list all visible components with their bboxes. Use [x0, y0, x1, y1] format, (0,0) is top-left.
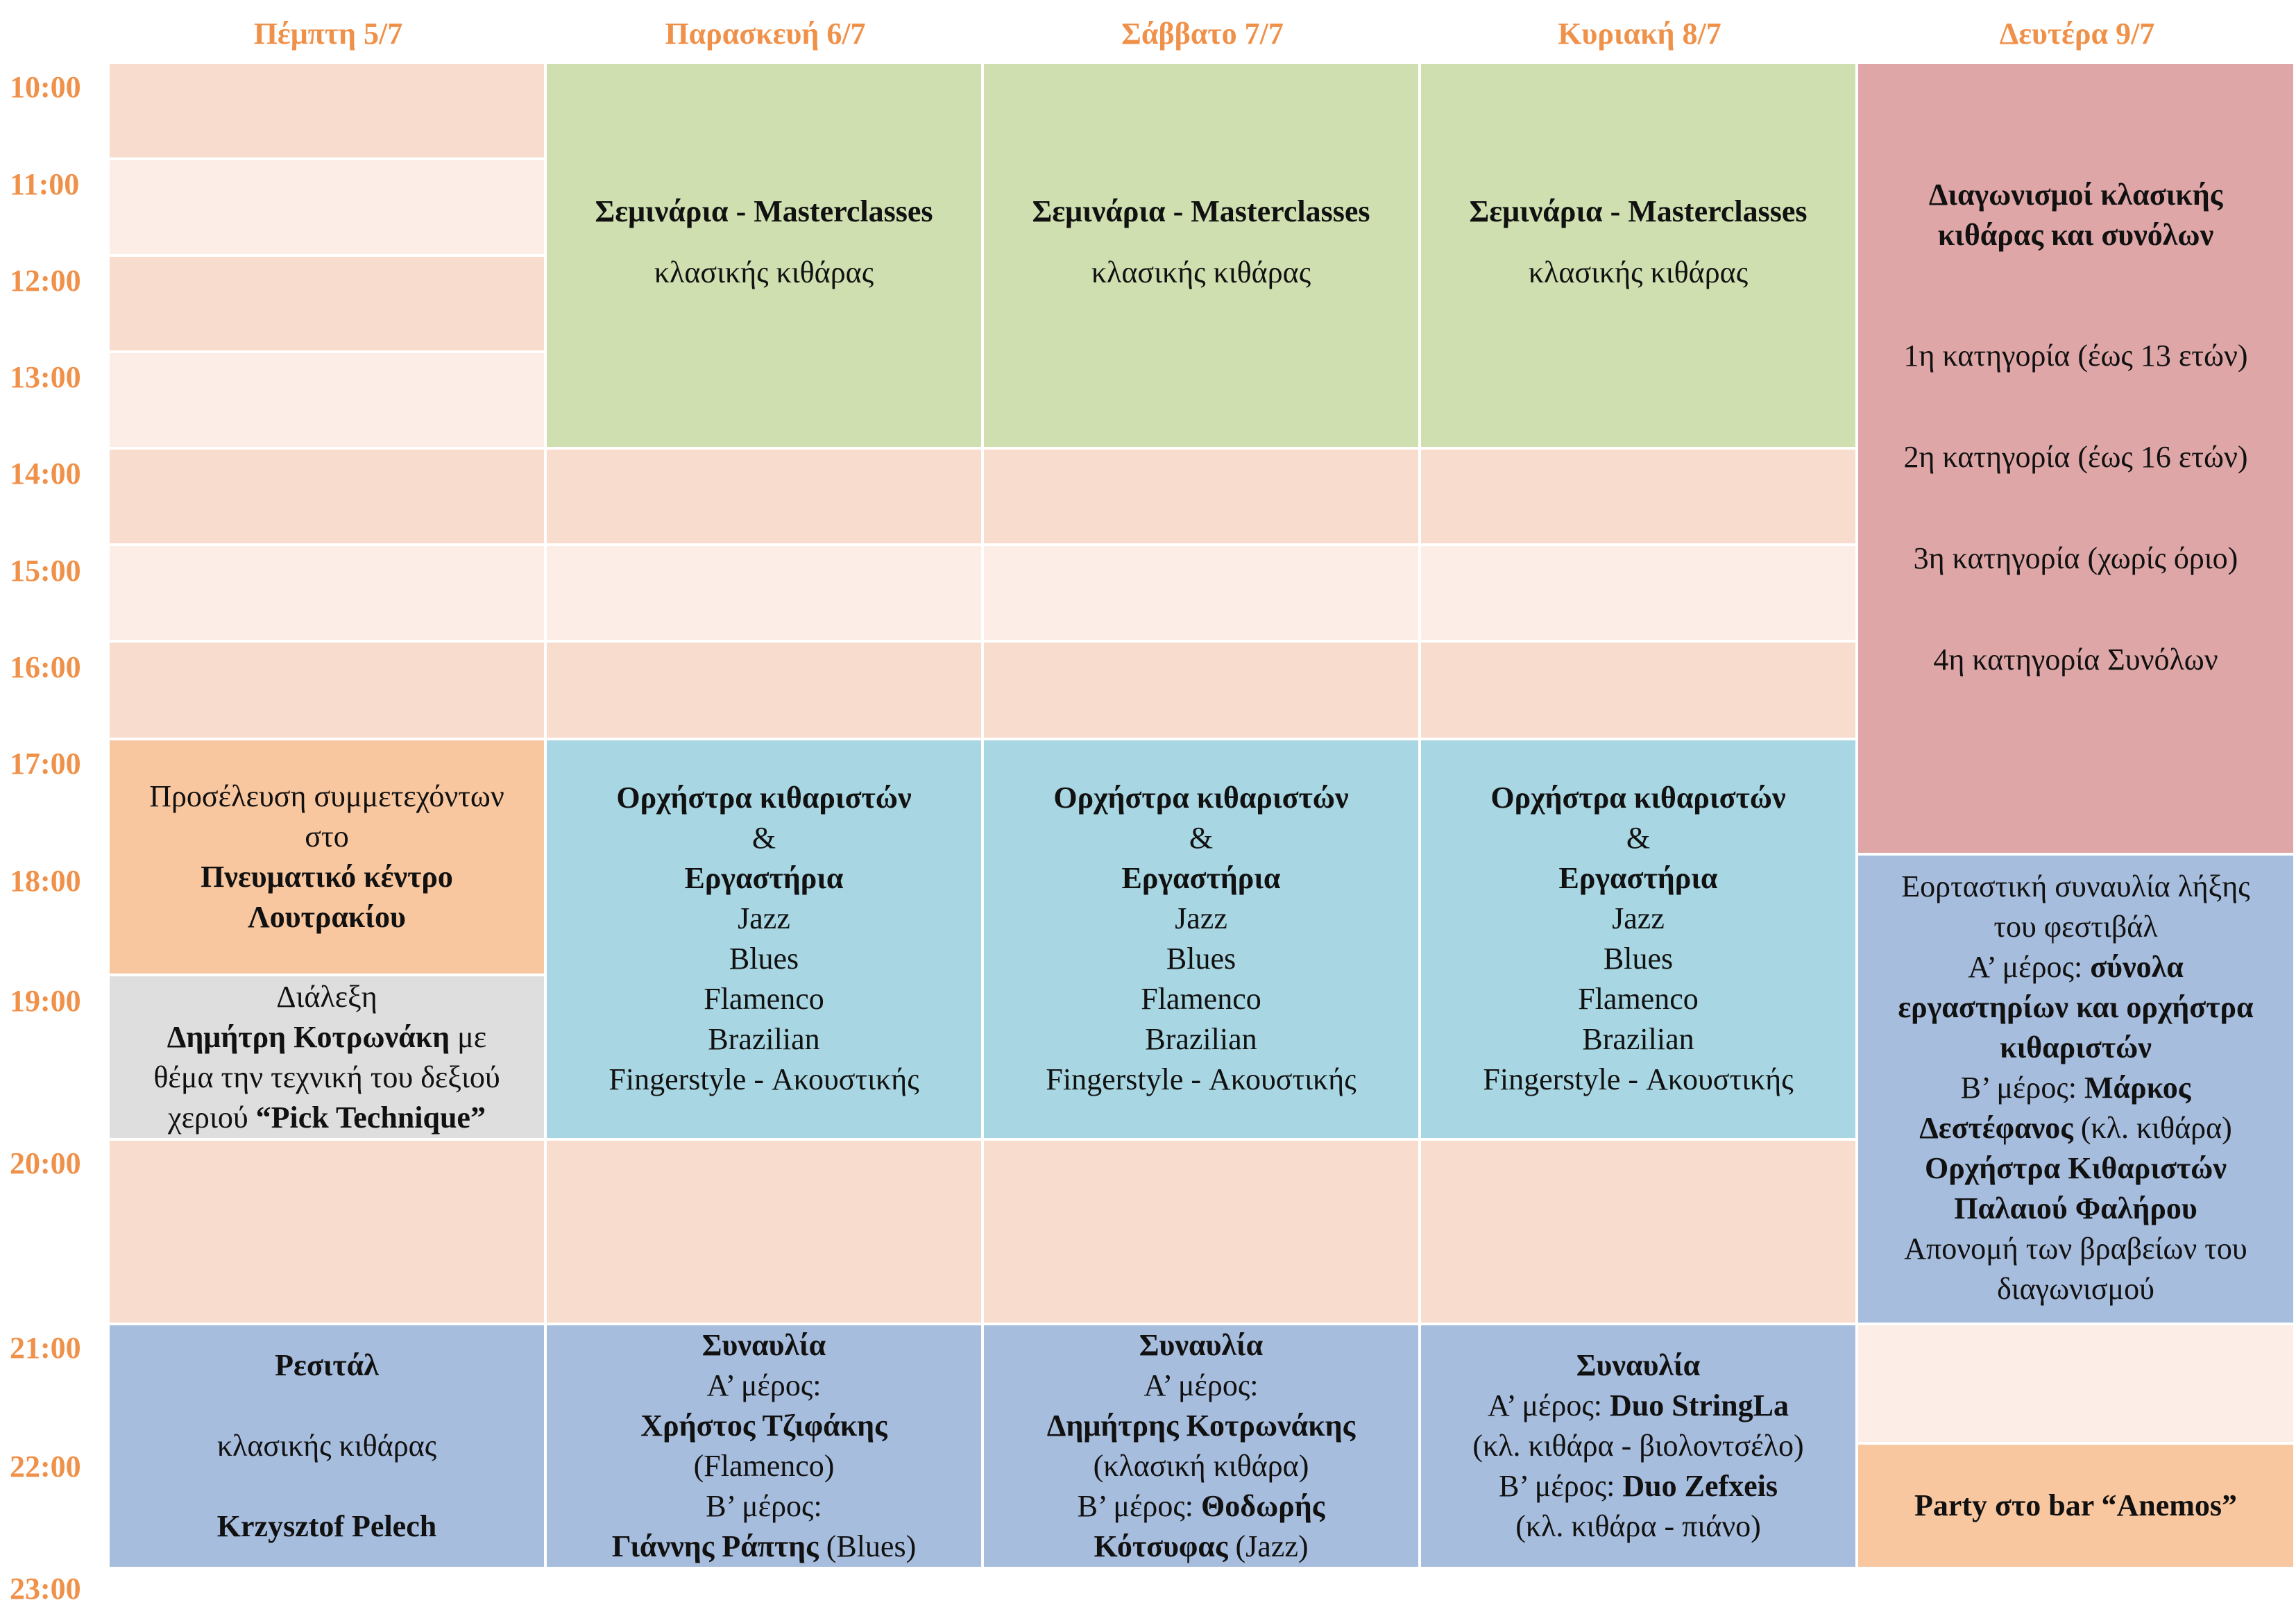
time-label-2000: 20:00: [10, 1146, 81, 1180]
party-label: Party στο bar “Anemos”: [1914, 1488, 2238, 1522]
arrival-text: Προσέλευση συμμετεχόντων: [149, 779, 504, 813]
empty-slot: [547, 643, 984, 740]
seminar-title: Σεμινάρια - Masterclasses: [1032, 194, 1370, 228]
lecture-text: χεριού: [168, 1100, 256, 1135]
closing-instrument: (κλ. κιθάρα): [2073, 1111, 2232, 1145]
orchestra-title: Ορχήστρα κιθαριστών: [616, 781, 912, 815]
recital-title: Ρεσιτάλ: [275, 1348, 379, 1382]
lecture-text: θέμα την τεχνική του δεξιού: [153, 1060, 500, 1094]
concert-part-label: Β’ μέρος:: [706, 1489, 822, 1523]
orchestra-amp: &: [751, 821, 776, 855]
workshop-style: Blues: [1603, 942, 1674, 976]
time-label-1400: 14:00: [10, 457, 81, 491]
workshop-style: Fingerstyle - Ακουστικής: [609, 1062, 919, 1096]
lecture-title: “Pick Technique”: [255, 1100, 486, 1135]
closing-concert-event: [1858, 856, 2296, 1325]
arrival-venue: Λουτρακίου: [248, 900, 406, 934]
concert-genre: (Jazz): [1227, 1529, 1309, 1563]
day-header-sunday: Κυριακή 8/7: [1558, 16, 1721, 51]
concert-event-sunday: [1421, 1325, 1858, 1570]
time-label-1300: 13:00: [10, 360, 81, 394]
workshops-title: Εργαστήρια: [1558, 861, 1718, 895]
seminar-subtitle: κλασικής κιθάρας: [654, 255, 874, 289]
closing-awards: διαγωνισμού: [1997, 1272, 2154, 1306]
time-label-1500: 15:00: [10, 554, 81, 588]
empty-slot: [110, 160, 547, 257]
workshop-style: Jazz: [1612, 901, 1665, 935]
day-header-saturday: Σάββατο 7/7: [1121, 16, 1284, 51]
concert-part-label: Α’ μέρος:: [1488, 1388, 1610, 1422]
closing-orchestra: Ορχήστρα Κιθαριστών: [1924, 1151, 2227, 1185]
closing-performer: κιθαριστών: [2000, 1030, 2152, 1064]
seminar-event-sunday: [1421, 64, 1858, 450]
empty-slot: [110, 257, 547, 353]
empty-slot: [1421, 450, 1858, 546]
concert-performer: Χρήστος Τζιφάκης: [640, 1409, 887, 1443]
workshop-style: Brazilian: [708, 1022, 820, 1056]
concert-part-label: Α’ μέρος:: [706, 1368, 822, 1402]
empty-slot: [110, 64, 547, 160]
empty-slot: [547, 546, 984, 643]
empty-slot: [1421, 643, 1858, 740]
arrival-venue: Πνευματικό κέντρο: [201, 860, 453, 894]
concert-event-saturday: [984, 1325, 1421, 1570]
workshop-style: Jazz: [1175, 901, 1227, 935]
concert-instruments: (κλ. κιθάρα - βιολοντσέλο): [1472, 1429, 1804, 1463]
closing-text: Εορταστική συναυλία λήξης: [1901, 869, 2250, 903]
seminar-title: Σεμινάρια - Masterclasses: [1469, 194, 1808, 228]
concert-title: Συναυλία: [1139, 1328, 1264, 1362]
time-label-2200: 22:00: [10, 1450, 81, 1484]
orchestra-event-saturday: [984, 740, 1421, 1141]
workshop-style: Flamenco: [704, 982, 824, 1016]
recital-performer: Krzysztof Pelech: [216, 1509, 437, 1543]
concert-performer: Κότσυφας: [1094, 1529, 1228, 1563]
concert-title: Συναυλία: [701, 1328, 826, 1362]
day-header-friday: Παρασκευή 6/7: [665, 16, 866, 51]
orchestra-amp: &: [1626, 821, 1651, 855]
orchestra-amp: &: [1189, 821, 1214, 855]
empty-slot: [1421, 546, 1858, 643]
time-label-1600: 16:00: [10, 650, 81, 684]
concert-performer: Duo StringLa: [1610, 1388, 1789, 1422]
time-label-1900: 19:00: [10, 984, 81, 1018]
party-event: [1858, 1445, 2296, 1570]
workshop-style: Brazilian: [1145, 1022, 1257, 1056]
concert-part-label: Β’ μέρος:: [1498, 1469, 1623, 1503]
concert-part-label: Α’ μέρος:: [1143, 1368, 1259, 1402]
empty-slot: [547, 1141, 984, 1325]
concert-performer: Θοδωρής: [1201, 1489, 1325, 1523]
arrival-text: στο: [305, 819, 349, 853]
competition-category: 1η κατηγορία (έως 13 ετών): [1903, 339, 2248, 373]
time-label-1100: 11:00: [10, 167, 80, 201]
competition-category: 2η κατηγορία (έως 16 ετών): [1903, 440, 2248, 474]
closing-orchestra: Παλαιού Φαλήρου: [1954, 1191, 2197, 1225]
concert-part-label: Β’ μέρος:: [1077, 1489, 1202, 1523]
closing-awards: Απονομή των βραβείων του: [1904, 1232, 2247, 1266]
empty-slot: [1858, 1325, 2296, 1445]
concert-performer: Δημήτρης Κοτρωνάκης: [1046, 1409, 1356, 1443]
concert-performer: Γιάννης Ράπτης: [611, 1529, 819, 1563]
workshop-style: Flamenco: [1578, 982, 1699, 1016]
empty-slot: [1421, 1141, 1858, 1325]
lecture-label: Διάλεξη: [276, 979, 377, 1014]
closing-performer: Δεστέφανος: [1919, 1111, 2073, 1145]
lecture-text: με: [450, 1019, 487, 1054]
lecture-speaker: Δημήτρη Κοτρωνάκη: [167, 1019, 450, 1054]
lecture-event: [110, 976, 547, 1141]
seminar-event-saturday: [984, 64, 1421, 450]
empty-slot: [984, 450, 1421, 546]
empty-slot: [110, 1141, 547, 1325]
time-label-1700: 17:00: [10, 747, 81, 781]
concert-event-friday: [547, 1325, 984, 1570]
competitions-event: [1858, 64, 2296, 856]
empty-slot: [547, 450, 984, 546]
workshops-title: Εργαστήρια: [684, 861, 844, 895]
empty-slot: [984, 643, 1421, 740]
time-label-2300: 23:00: [10, 1572, 81, 1606]
workshop-style: Blues: [1166, 942, 1236, 976]
time-label-1200: 12:00: [10, 264, 81, 298]
empty-slot: [110, 450, 547, 546]
day-header-thursday: Πέμπτη 5/7: [253, 16, 403, 51]
arrival-event: [110, 740, 547, 976]
time-label-2100: 21:00: [10, 1331, 81, 1365]
recital-subtitle: κλασικής κιθάρας: [216, 1429, 437, 1463]
workshop-style: Fingerstyle - Ακουστικής: [1483, 1062, 1794, 1096]
workshop-style: Jazz: [738, 901, 790, 935]
seminar-event-friday: [547, 64, 984, 450]
recital-event: [110, 1325, 547, 1570]
orchestra-title: Ορχήστρα κιθαριστών: [1053, 781, 1349, 815]
seminar-subtitle: κλασικής κιθάρας: [1528, 255, 1749, 289]
competitions-title: Διαγωνισμοί κλασικής: [1928, 178, 2223, 212]
concert-title: Συναυλία: [1576, 1348, 1701, 1382]
closing-performer: Μάρκος: [2084, 1071, 2191, 1105]
day-header-monday: Δευτέρα 9/7: [1999, 16, 2155, 51]
concert-performer: Duo Zefxeis: [1622, 1469, 1778, 1503]
competitions-title: κιθάρας και συνόλων: [1937, 218, 2214, 252]
closing-performer: σύνολα: [2090, 950, 2184, 984]
seminar-title: Σεμινάρια - Masterclasses: [595, 194, 933, 228]
orchestra-event-friday: [547, 740, 984, 1141]
workshop-style: Fingerstyle - Ακουστικής: [1046, 1062, 1357, 1096]
workshops-title: Εργαστήρια: [1121, 861, 1281, 895]
workshop-style: Flamenco: [1141, 982, 1261, 1016]
time-label-1000: 10:00: [10, 70, 81, 104]
closing-part-label: Β’ μέρος:: [1960, 1071, 2085, 1105]
concert-genre: (κλασική κιθάρα): [1093, 1449, 1309, 1483]
orchestra-title: Ορχήστρα κιθαριστών: [1490, 781, 1786, 815]
empty-slot: [110, 546, 547, 643]
orchestra-event-sunday: [1421, 740, 1858, 1141]
empty-slot: [110, 643, 547, 740]
competition-category: 4η κατηγορία Συνόλων: [1933, 643, 2218, 677]
empty-slot: [110, 353, 547, 450]
empty-slot: [984, 1141, 1421, 1325]
time-label-1800: 18:00: [10, 864, 81, 898]
seminar-subtitle: κλασικής κιθάρας: [1091, 255, 1311, 289]
workshop-style: Brazilian: [1582, 1022, 1694, 1056]
closing-part-label: Α’ μέρος:: [1968, 950, 2091, 984]
closing-performer: εργαστηρίων και ορχήστρα: [1898, 990, 2254, 1024]
concert-genre: (Flamenco): [693, 1449, 835, 1483]
concert-genre: (Blues): [818, 1529, 917, 1563]
closing-text: του φεστιβάλ: [1993, 910, 2158, 944]
competition-category: 3η κατηγορία (χωρίς όριο): [1913, 541, 2238, 575]
workshop-style: Blues: [729, 942, 799, 976]
empty-slot: [984, 546, 1421, 643]
concert-instruments: (κλ. κιθάρα - πιάνο): [1515, 1509, 1761, 1543]
